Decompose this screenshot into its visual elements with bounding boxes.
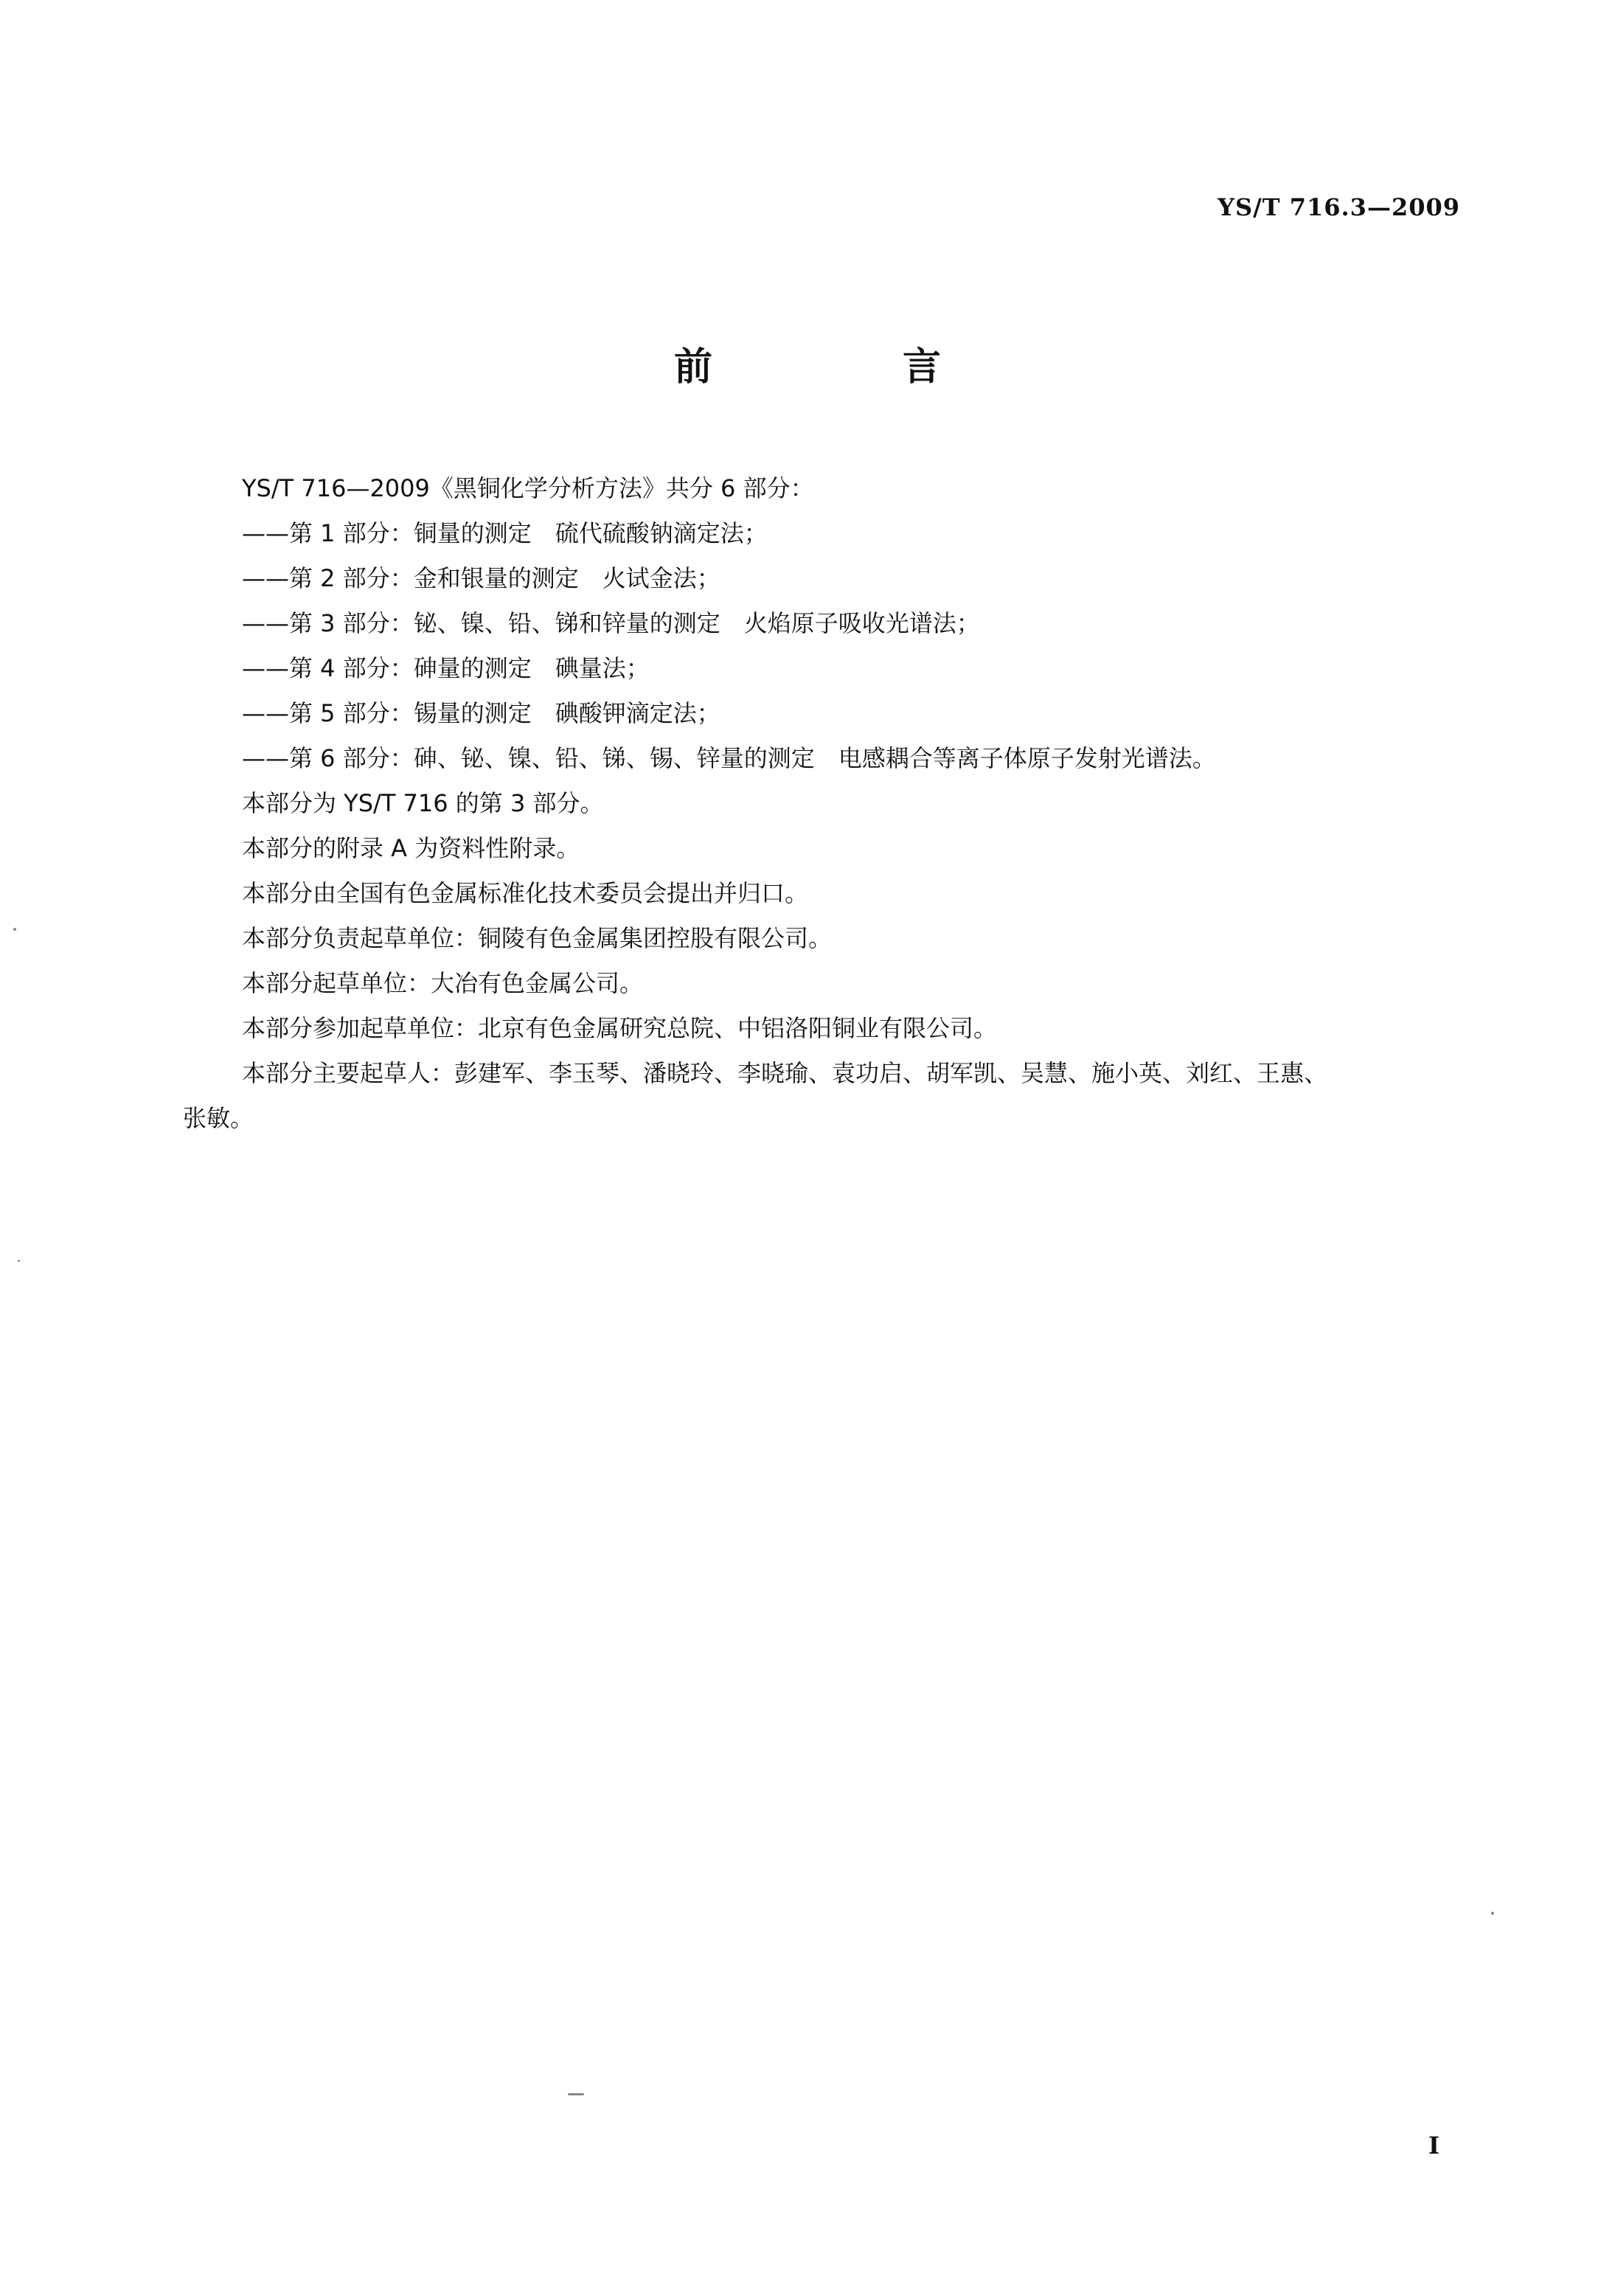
- paragraph-drafters-continuation: 张敏。: [183, 1104, 254, 1132]
- standard-number: YS/T 716.3—2009: [1218, 193, 1460, 221]
- list-item-part-4: ——第 4 部分：砷量的测定 碘量法；: [242, 654, 650, 682]
- list-item-part-6: ——第 6 部分：砷、铋、镍、铅、锑、锡、锌量的测定 电感耦合等离子体原子发射光谱法。: [242, 744, 1216, 772]
- paragraph-committee: 本部分由全国有色金属标准化技术委员会提出并归口。: [242, 879, 809, 907]
- paragraph-parts-intro: YS/T 716—2009《黑铜化学分析方法》共分 6 部分：: [242, 474, 814, 502]
- list-item-part-2: ——第 2 部分：金和银量的测定 火试金法；: [242, 564, 720, 592]
- list-item-part-3: ——第 3 部分：铋、镍、铅、锑和锌量的测定 火焰原子吸收光谱法；: [242, 609, 980, 637]
- paragraph-responsible-unit: 本部分负责起草单位：铜陵有色金属集团控股有限公司。: [242, 924, 833, 952]
- page-number: I: [1428, 2132, 1439, 2160]
- scan-speck: [1491, 1912, 1494, 1915]
- scan-speck: [18, 1260, 20, 1262]
- paragraph-part-statement: 本部分为 YS/T 716 的第 3 部分。: [242, 789, 604, 817]
- paragraph-drafting-unit: 本部分起草单位：大冶有色金属公司。: [242, 969, 644, 997]
- scan-speck: [13, 928, 16, 931]
- foreword-body: [183, 466, 1481, 1141]
- list-item-part-1: ——第 1 部分：铜量的测定 硫代硫酸钠滴定法；: [242, 519, 768, 547]
- paragraph-drafters: 本部分主要起草人：彭建军、李玉琴、潘晓玲、李晓瑜、袁功启、胡军凯、吴慧、施小英、刘红、王惠、: [242, 1059, 1328, 1087]
- paragraph-participating-units: 本部分参加起草单位：北京有色金属研究总院、中铝洛阳铜业有限公司。: [242, 1014, 998, 1042]
- list-item-part-5: ——第 5 部分：锡量的测定 碘酸钾滴定法；: [242, 699, 720, 727]
- scan-speck: [568, 2093, 584, 2095]
- paragraph-appendix: 本部分的附录 A 为资料性附录。: [242, 834, 580, 862]
- page-title: 前 言: [673, 345, 1030, 389]
